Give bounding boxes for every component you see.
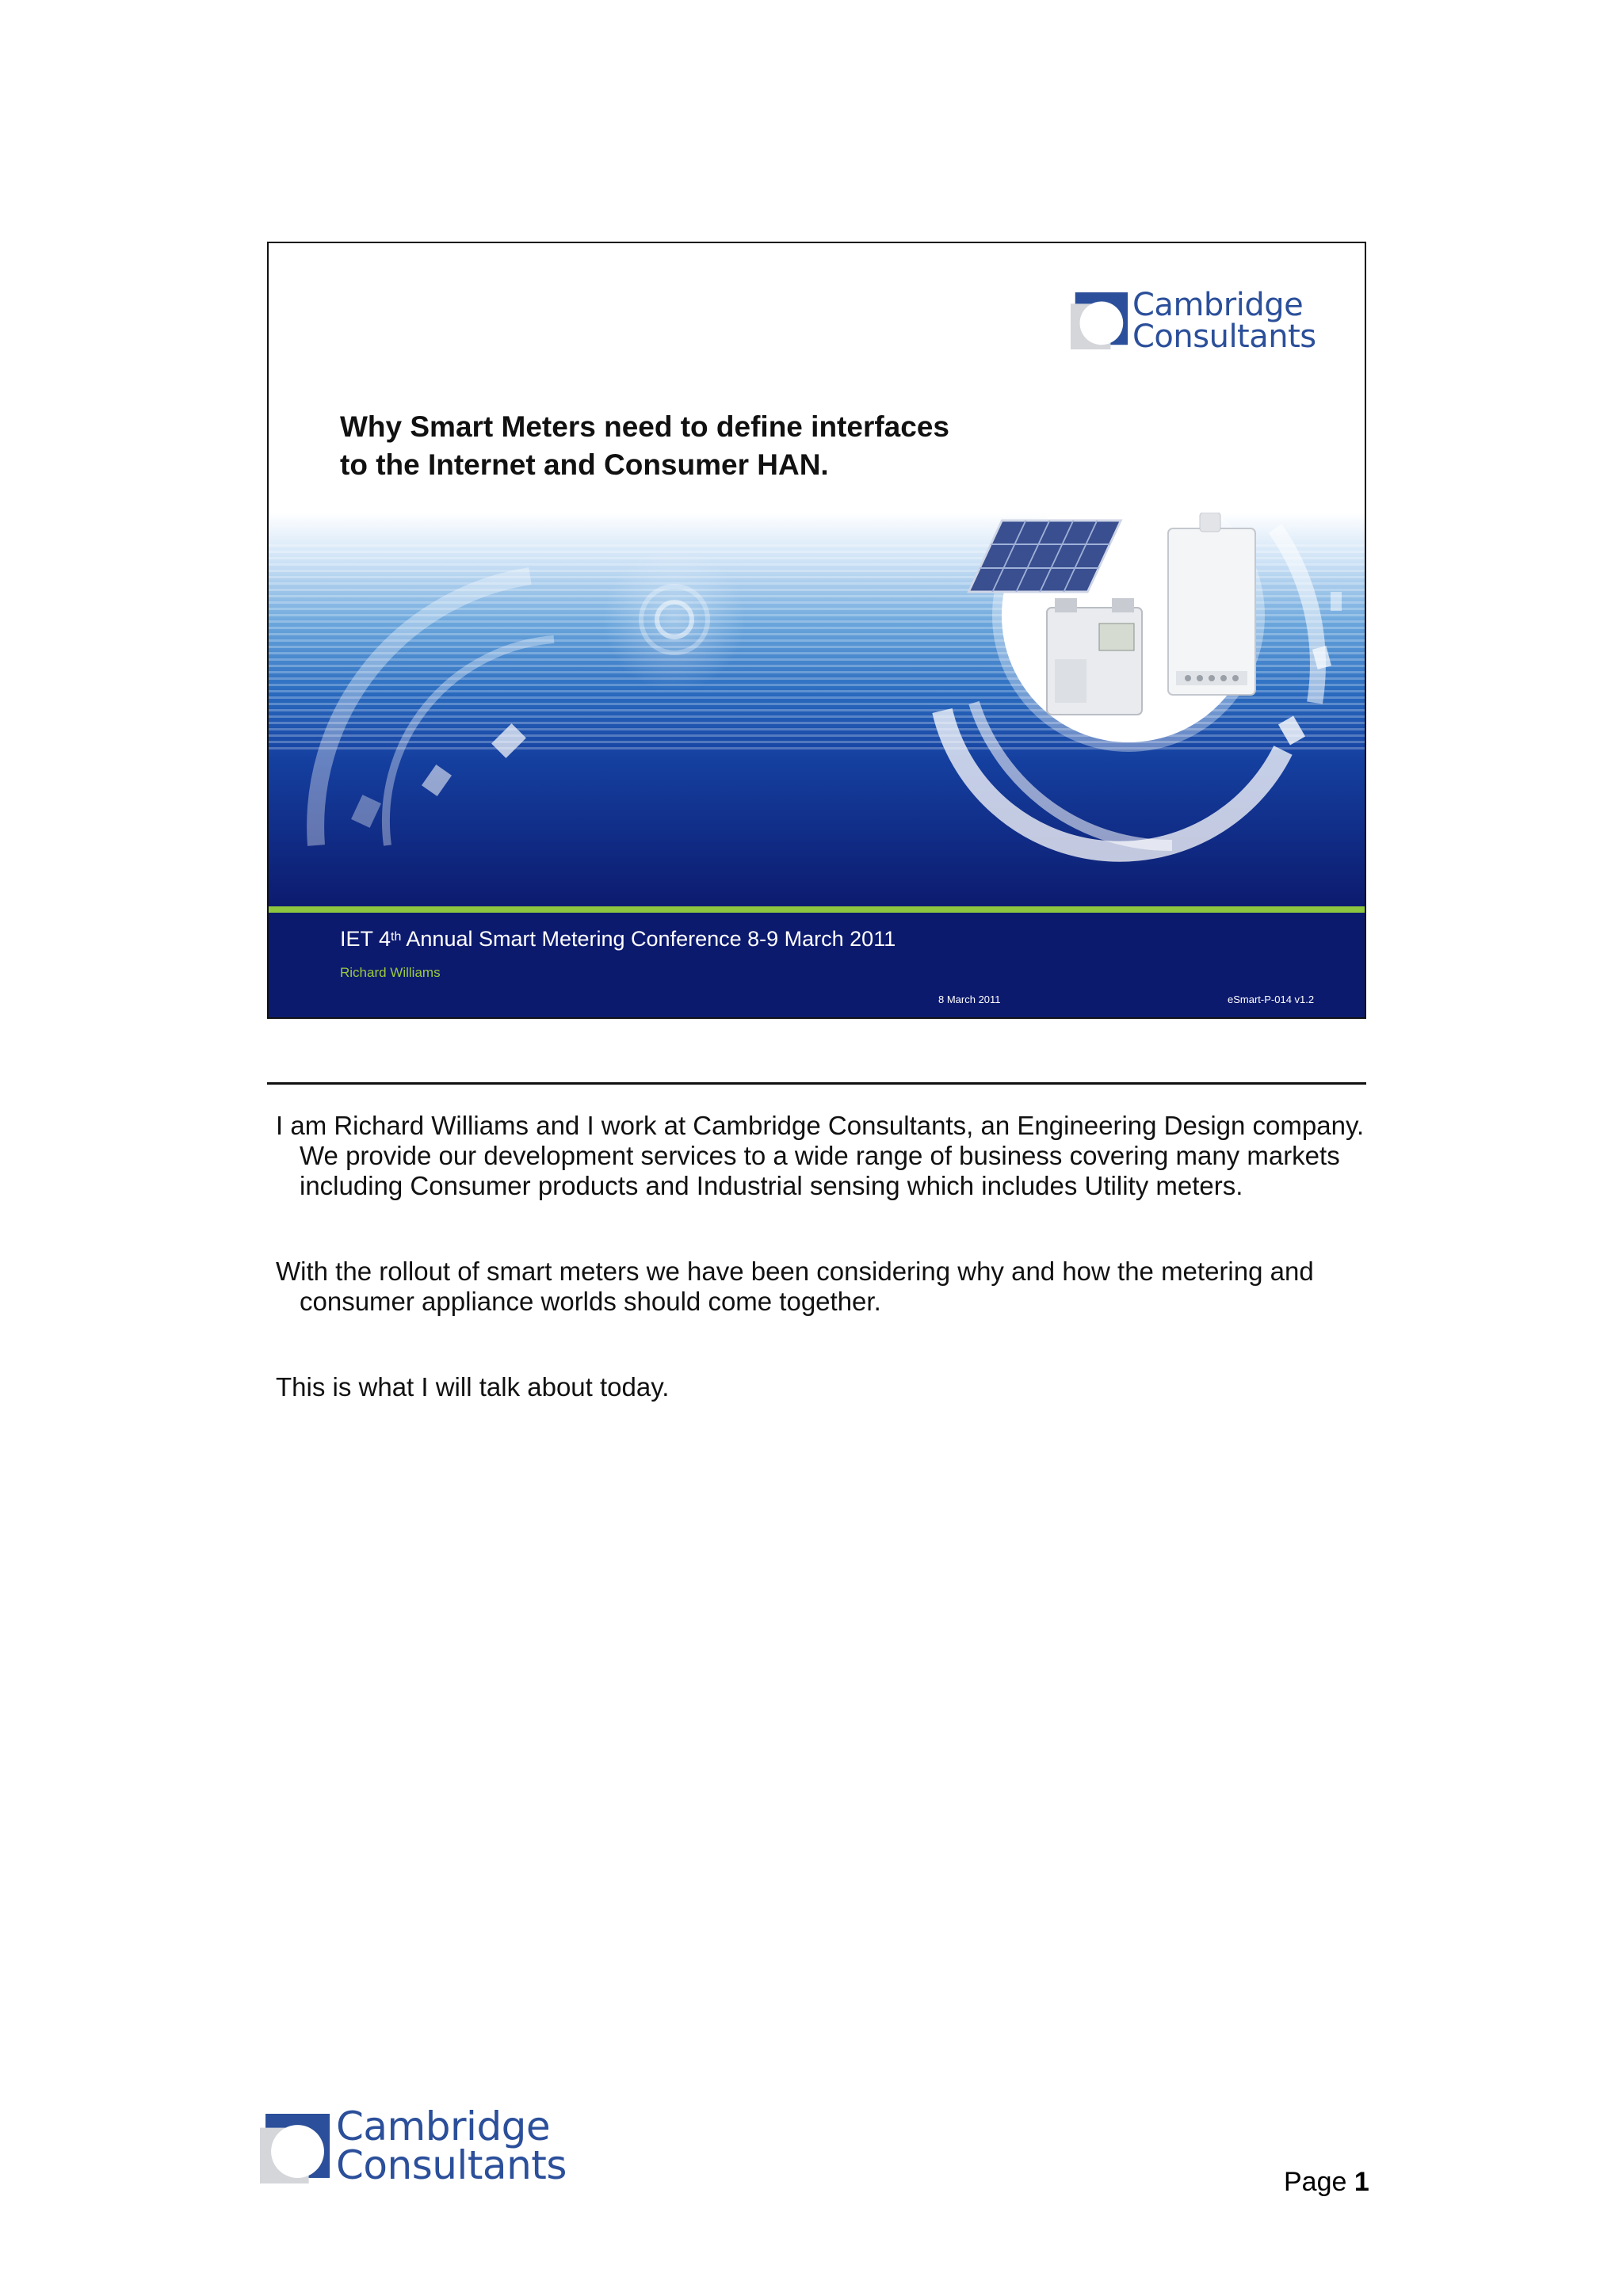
conference-rest: Annual Smart Metering Conference 8-9 March 2011 xyxy=(401,927,896,951)
slide-date: 8 March 2011 xyxy=(938,994,1001,1005)
green-divider xyxy=(269,906,1366,913)
page-footer-logo xyxy=(260,2103,593,2195)
conference-superscript: th xyxy=(391,930,402,944)
slide-thumbnail xyxy=(267,242,1366,1019)
slide-logo xyxy=(1071,289,1324,360)
logo-line-1: Cambridge xyxy=(1132,287,1304,323)
conference-line xyxy=(340,925,896,953)
notes-divider xyxy=(267,1082,1366,1085)
logo-line-2: Consultants xyxy=(336,2142,567,2188)
cambridge-consultants-logo-icon xyxy=(260,2114,330,2183)
logo-line-1: Cambridge xyxy=(336,2103,551,2149)
logo-line-2: Consultants xyxy=(1132,318,1316,355)
slide-title xyxy=(340,408,1053,484)
speaker-notes xyxy=(276,1111,1369,1458)
logo-wordmark xyxy=(1132,289,1316,353)
page-label: Page xyxy=(1284,2167,1354,2197)
slide-title-line-1: Why Smart Meters need to define interfaces xyxy=(340,410,949,443)
page-number xyxy=(1284,2166,1369,2198)
cambridge-consultants-logo-icon xyxy=(1071,292,1128,349)
notes-paragraph-2: With the rollout of smart meters we have been considering why and how the metering and consumer appliance worlds should come together. xyxy=(276,1257,1314,1316)
page-number-value: 1 xyxy=(1354,2167,1369,2197)
notes-paragraph-1: I am Richard Williams and I work at Cambridge Consultants, an Engineering Design company. We provide our development services to a wide range of business covering many markets including Consumer products and Industrial sensing which includes Utility meters. xyxy=(276,1111,1365,1200)
notes-paragraph-3: This is what I will talk about today. xyxy=(276,1372,670,1402)
logo-wordmark xyxy=(336,2103,567,2188)
slide-title-line-2: to the Internet and Consumer HAN. xyxy=(340,448,829,481)
speaker-name: Richard Williams xyxy=(340,965,441,980)
slide-reference: eSmart-P-014 v1.2 xyxy=(1228,994,1315,1005)
conference-prefix: IET 4 xyxy=(340,927,391,951)
